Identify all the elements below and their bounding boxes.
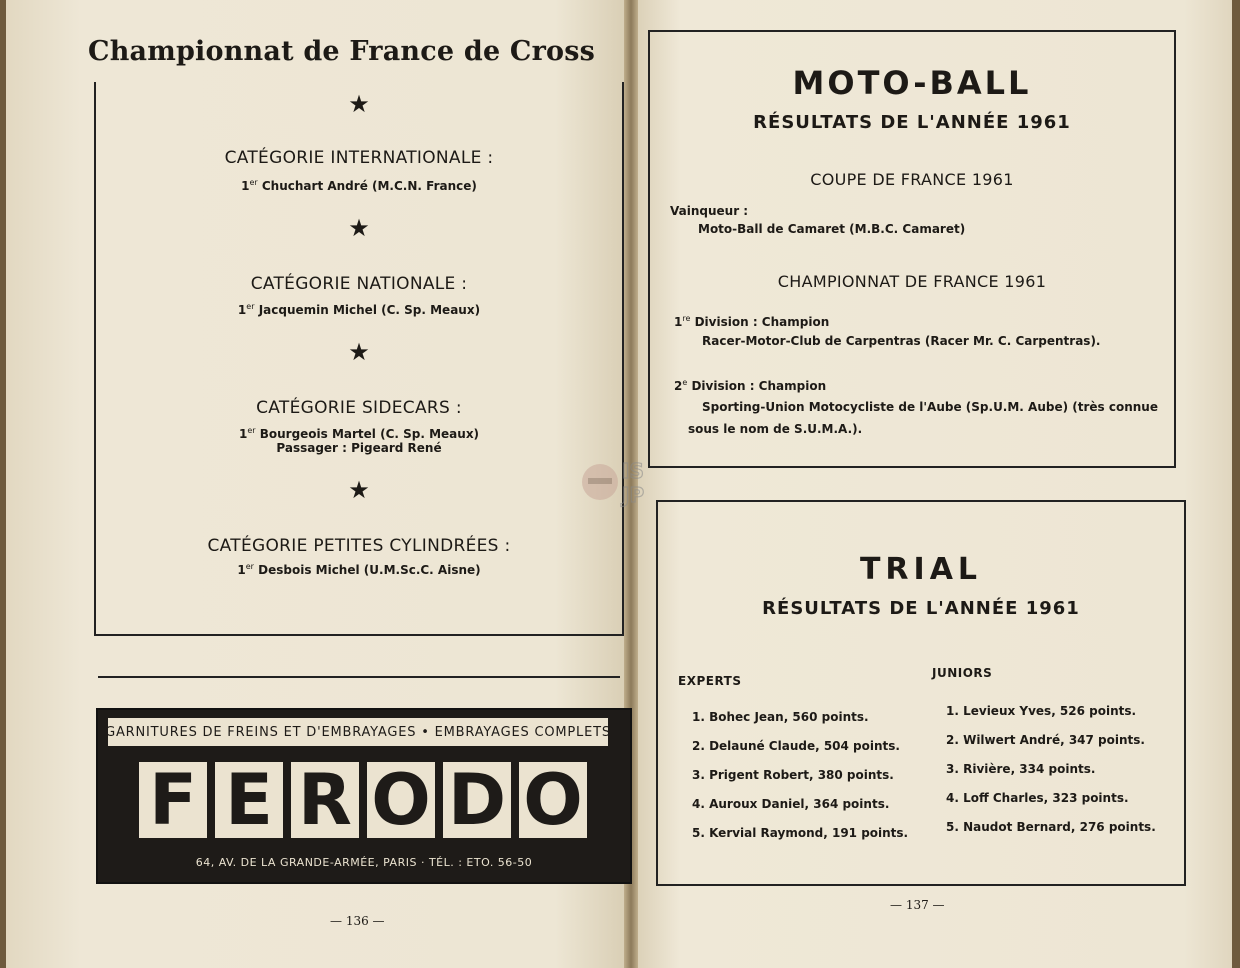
list-item: 2. Wilwert André, 347 points. [946,733,1145,747]
moto-ball-box [648,30,1176,468]
ferodo-tagline: GARNITURES DE FREINS ET D'EMBRAYAGES • EMBRAYAGES COMPLETS [108,718,608,746]
star-icon: ★ [348,214,370,242]
moto-ball-subtitle: RÉSULTATS DE L'ANNÉE 1961 [753,112,1071,133]
division-1-club: Racer-Motor-Club de Carpentras (Racer Mr. C. Carpentras). [702,334,1101,348]
svg-text:IS: IS [622,459,644,483]
division-1-label: 1re Division : Champion [674,314,830,329]
list-item: 5. Kervial Raymond, 191 points. [692,826,909,840]
list-item: 3. Prigent Robert, 380 points. [692,768,894,782]
logo-letter: O [516,759,590,841]
ferodo-address: 64, AV. DE LA GRANDE-ARMÉE, PARIS · TÉL. : ETO. 56-50 [195,856,533,869]
category-winner: 1er Chuchart André (M.C.N. France) [241,178,477,193]
category-passenger: Passager : Pigeard René [276,441,442,455]
logo-letter: D [440,759,514,841]
page-number-left: — 136 — [330,914,385,928]
juniors-heading: JUNIORS [932,666,993,680]
list-item: 1. Bohec Jean, 560 points. [692,710,869,724]
experts-list [692,710,908,855]
star-icon: ★ [348,476,370,504]
championnat-title: CHAMPIONNAT DE FRANCE 1961 [777,272,1047,291]
category-winner: 1er Desbois Michel (U.M.Sc.C. Aisne) [237,562,481,577]
trial-title: TRIAL [859,552,983,587]
vainqueur-name: Moto-Ball de Camaret (M.B.C. Camaret) [698,222,966,236]
star-icon: ★ [348,90,370,118]
list-item: 5. Naudot Bernard, 276 points. [946,820,1156,834]
category-title: CATÉGORIE PETITES CYLINDRÉES : [207,536,511,556]
page-number-right: — 137 — [890,898,945,912]
division-2-club-cont: sous le nom de S.U.M.A.). [688,422,863,436]
list-item: 2. Delauné Claude, 504 points. [692,739,900,753]
trial-box [656,500,1186,886]
vainqueur-label: Vainqueur : [670,204,749,218]
logo-letter: E [212,759,286,841]
moto-ball-title: MOTO-BALL [792,64,1032,102]
logo-letter: F [136,759,210,841]
experts-heading: EXPERTS [678,674,742,688]
category-title: CATÉGORIE NATIONALE : [250,274,468,294]
division-2-club: Sporting-Union Motocycliste de l'Aube (Sp.U.M. Aube) (très connue [702,400,1158,414]
logo-letter: O [364,759,438,841]
ferodo-logo [120,756,606,844]
divider-line [98,676,620,678]
svg-text:JP: JP [622,483,645,507]
ferodo-advertisement [96,708,632,884]
list-item: 1. Levieux Yves, 526 points. [946,704,1137,718]
category-winner: 1er Bourgeois Martel (C. Sp. Meaux) [238,426,480,441]
category-winner: 1er Jacquemin Michel (C. Sp. Meaux) [237,302,481,317]
juniors-list [946,704,1156,849]
coupe-title: COUPE DE FRANCE 1961 [810,170,1014,189]
category-title: CATÉGORIE SIDECARS : [256,398,462,418]
star-icon: ★ [348,338,370,366]
category-title: CATÉGORIE INTERNATIONALE : [224,148,494,168]
cross-results-box [94,82,624,636]
trial-subtitle: RÉSULTATS DE L'ANNÉE 1961 [762,598,1080,619]
list-item: 3. Rivière, 334 points. [946,762,1096,776]
division-2-label: 2e Division : Champion [674,378,827,393]
list-item: 4. Loff Charles, 323 points. [946,791,1129,805]
cross-championship-title: Championnat de France de Cross [88,36,596,67]
list-item: 4. Auroux Daniel, 364 points. [692,797,890,811]
logo-letter: R [288,759,362,841]
